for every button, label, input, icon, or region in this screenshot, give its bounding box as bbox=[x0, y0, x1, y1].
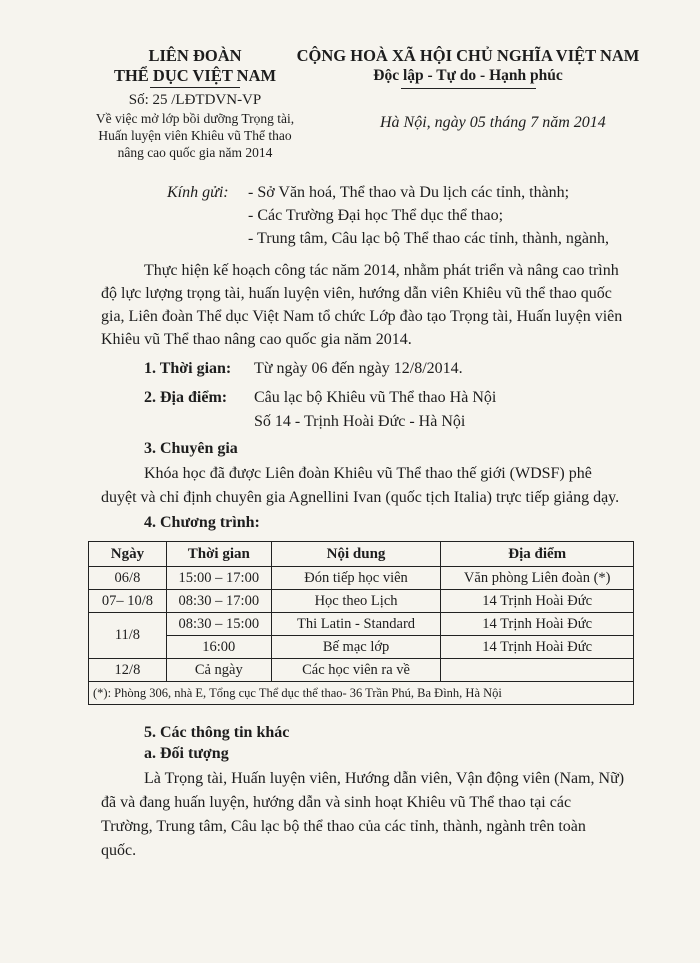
cell-content: Đón tiếp học viên bbox=[271, 567, 441, 590]
cell-place: 14 Trịnh Hoài Đức bbox=[441, 613, 634, 636]
section2-line: Số 14 - Trịnh Hoài Đức - Hà Nội bbox=[254, 413, 466, 430]
intro-line: Thực hiện kế hoạch công tác năm 2014, nhằm phát triển và nâng cao trình bbox=[144, 262, 619, 279]
cell-time: Cả ngày bbox=[166, 659, 271, 682]
column-header: Ngày bbox=[89, 542, 167, 567]
section3-line: Khóa học đã được Liên đoàn Khiêu vũ Thể thao thế giới (WDSF) phê bbox=[144, 465, 592, 482]
section3-line: duyệt và chỉ định chuyên gia Agnellini Ivan (quốc tịch Italia) trực tiếp giảng dạy. bbox=[101, 489, 620, 506]
section5a-heading: a. Đối tượng bbox=[144, 745, 229, 762]
cell-date: 07– 10/8 bbox=[89, 590, 167, 613]
intro-line: gia, Liên đoàn Thể dục Việt Nam tổ chức Lớp đào tạo Trọng tài, Huấn luyện viên bbox=[101, 308, 623, 325]
cell-time: 15:00 – 17:00 bbox=[166, 567, 271, 590]
org-underline bbox=[150, 87, 240, 88]
org-name-line2: THỂ DỤC VIỆT NAM bbox=[113, 66, 277, 85]
cell-date: 06/8 bbox=[89, 567, 167, 590]
cell-date: 12/8 bbox=[89, 659, 167, 682]
column-header: Nội dung bbox=[271, 542, 441, 567]
org-name-line1: LIÊN ĐOÀN bbox=[148, 46, 242, 65]
section5-line: Trường, Trung tâm, Câu lạc bộ thể thao của các tỉnh, thành, ngành trên toàn bbox=[101, 818, 586, 835]
cell-date: 11/8 bbox=[89, 613, 167, 659]
document-number: Số: 25 /LĐTDVN-VP bbox=[128, 92, 262, 108]
column-header: Địa điểm bbox=[441, 542, 634, 567]
table-note: (*): Phòng 306, nhà E, Tổng cục Thể dục thể thao- 36 Trần Phú, Ba Đình, Hà Nội bbox=[89, 682, 634, 705]
table-row bbox=[89, 613, 634, 636]
section1-text: Từ ngày 06 đến ngày 12/8/2014. bbox=[254, 360, 463, 377]
cell-place: 14 Trịnh Hoài Đức bbox=[441, 590, 634, 613]
cell-content: Học theo Lịch bbox=[271, 590, 441, 613]
national-motto: Độc lập - Tự do - Hạnh phúc bbox=[373, 67, 563, 84]
intro-line: độ lực lượng trọng tài, huấn luyện viên, hướng dẫn viên Khiêu vũ thể thao quốc bbox=[101, 285, 612, 302]
section1-heading: 1. Thời gian: bbox=[144, 360, 232, 377]
subject-line: nâng cao quốc gia năm 2014 bbox=[117, 145, 273, 160]
cell-time: 08:30 – 15:00 bbox=[166, 613, 271, 636]
recipient-item: - Các Trường Đại học Thể dục thể thao; bbox=[248, 207, 504, 224]
section4-heading: 4. Chương trình: bbox=[144, 514, 260, 531]
column-header: Thời gian bbox=[166, 542, 271, 567]
table-note-row bbox=[89, 682, 634, 705]
table-row bbox=[89, 567, 634, 590]
national-title: CỘNG HOÀ XÃ HỘI CHỦ NGHĨA VIỆT NAM bbox=[296, 46, 640, 65]
section5-line: đã và đang huấn luyện, hướng dẫn và sinh hoạt Khiêu vũ Thể thao tại các bbox=[101, 794, 572, 811]
recipient-item: - Trung tâm, Câu lạc bộ Thể thao các tỉnh, thành, ngành, bbox=[248, 230, 609, 247]
cell-content: Bế mạc lớp bbox=[271, 636, 441, 659]
table-row bbox=[89, 659, 634, 682]
recipients-label: Kính gửi: bbox=[167, 184, 229, 201]
table-row bbox=[89, 636, 634, 659]
motto-underline bbox=[401, 88, 536, 89]
cell-time: 08:30 – 17:00 bbox=[166, 590, 271, 613]
subject-line: Về việc mở lớp bồi dưỡng Trọng tài, bbox=[95, 111, 295, 126]
section2-heading: 2. Địa điểm: bbox=[144, 389, 228, 406]
recipient-item: - Sở Văn hoá, Thể thao và Du lịch các tỉnh, thành; bbox=[248, 184, 570, 201]
section5-line: quốc. bbox=[101, 842, 137, 859]
subject-line: Huấn luyện viên Khiêu vũ Thể thao bbox=[98, 128, 292, 143]
section5-heading: 5. Các thông tin khác bbox=[144, 724, 290, 741]
section2-line: Câu lạc bộ Khiêu vũ Thể thao Hà Nội bbox=[254, 389, 497, 406]
cell-place: Văn phòng Liên đoàn (*) bbox=[441, 567, 634, 590]
schedule-table bbox=[88, 541, 634, 705]
section3-heading: 3. Chuyên gia bbox=[144, 440, 238, 457]
cell-place: 14 Trịnh Hoài Đức bbox=[441, 636, 634, 659]
section5-line: Là Trọng tài, Huấn luyện viên, Hướng dẫn viên, Vận động viên (Nam, Nữ) bbox=[144, 770, 625, 787]
cell-content: Thi Latin - Standard bbox=[271, 613, 441, 636]
intro-line: Khiêu vũ Thể thao nâng cao quốc gia năm 2014. bbox=[101, 331, 412, 348]
date-line: Hà Nội, ngày 05 tháng 7 năm 2014 bbox=[380, 114, 606, 131]
table-header-row bbox=[89, 542, 634, 567]
table-row bbox=[89, 590, 634, 613]
document-subject bbox=[82, 110, 308, 161]
cell-content: Các học viên ra về bbox=[271, 659, 441, 682]
cell-place bbox=[441, 659, 634, 682]
cell-time: 16:00 bbox=[166, 636, 271, 659]
